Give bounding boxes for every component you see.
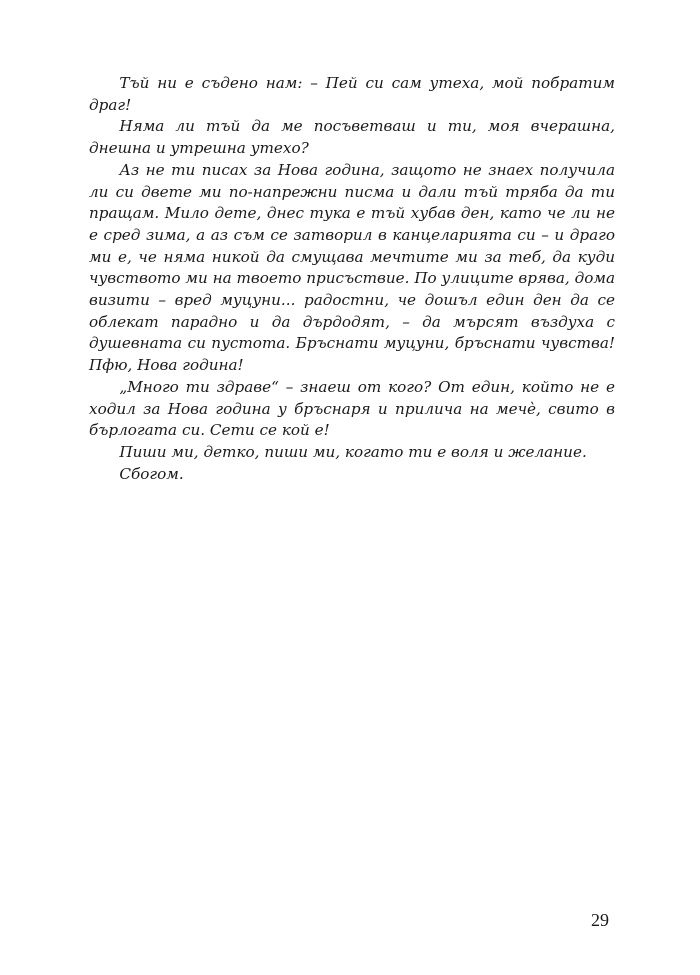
paragraph-3: Аз не ти писах за Нова година, защото не знаех получила ли си двете ми по-напрежни писма и дали тъй тряба да ти пращам. Мило дете, днес тука е тъй хубав ден, като че ли не е сред зима, а аз съм се затворил в канцеларията си – и драго ми е, че няма никой да смущава мечтите ми за теб, да куди чувството ми на твоето присъствие. По улиците врява, дома визити – вред муцуни... радостни, че дошъл един ден да се облекат парадно и да дърдодят, – да мърсят въздуха с душевната си пустота. Бръснати муцуни, бръснати чувства! Пфю, Нова година! [89,160,615,375]
page-number: 29 [591,910,609,930]
paragraph-6: Сбогом. [119,464,184,483]
paragraph-5: Пиши ми, детко, пиши ми, когато ти е воля и желание. [119,442,587,461]
paragraph-2: Няма ли тъй да ме посъветваш и ти, моя вчерашна, днешна и утрешна утехо? [89,117,615,158]
paragraph-1: Тъй ни е съдено нам: – Пей си сам утеха, мой побратим драг! [89,74,615,114]
letter-text [89,73,615,485]
paragraph-4: „Много ти здраве“ – знаеш от кого? От един, който не е ходил за Нова година у бръснаря и прилича на мечѐ, свито в бърлогата си. Сети се кой е! [89,377,615,440]
